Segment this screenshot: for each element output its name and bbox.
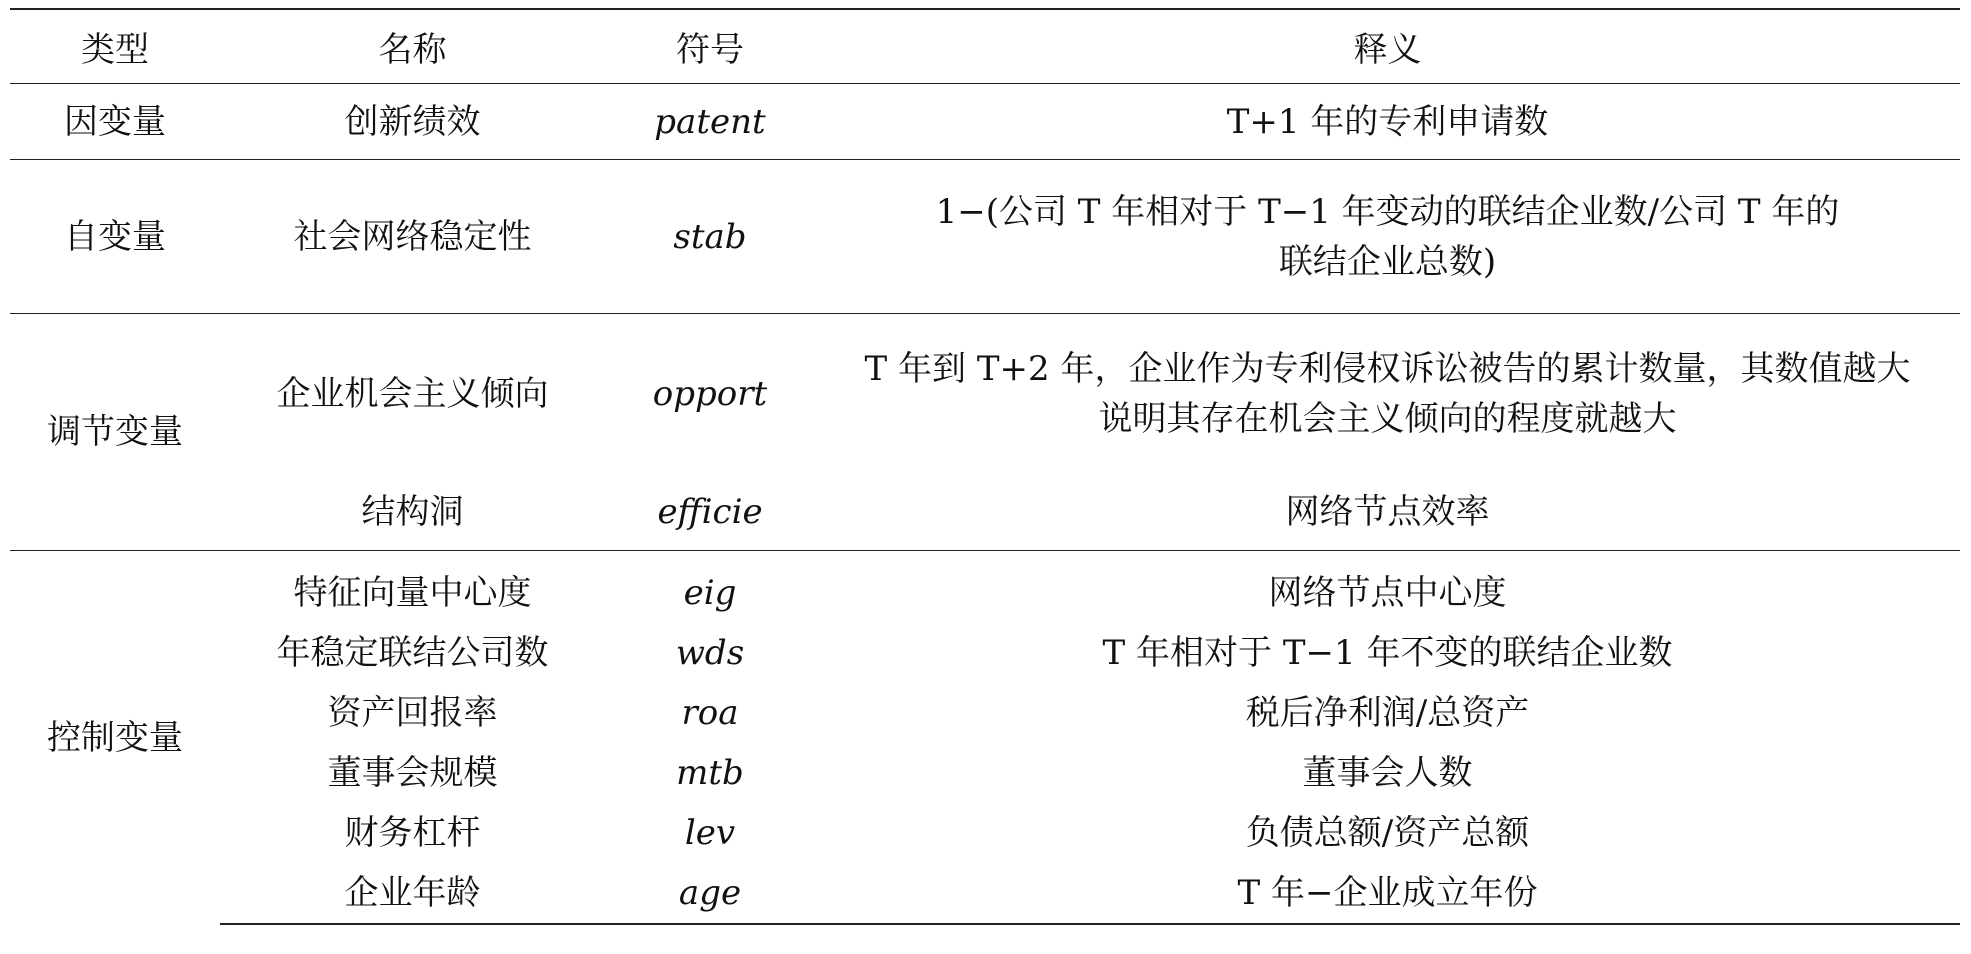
table-row [10, 803, 1960, 863]
group-moderator: 调节变量 [10, 314, 220, 551]
variable-definition-table [10, 8, 1960, 925]
variable-definition: 负债总额/资产总额 [1245, 813, 1530, 853]
table-row [10, 160, 1960, 314]
definition-line: T 年到 T+2 年，企业作为专利侵权诉讼被告的累计数量，其数值越大 [864, 348, 1911, 389]
header-name: 名称 [220, 9, 605, 84]
definition-line: 1−(公司 T 年相对于 T−1 年变动的联结企业数/公司 T 年的 [935, 191, 1840, 232]
table-row [10, 314, 1960, 474]
variable-definition: T+1 年的专利申请数 [1226, 101, 1549, 142]
variable-symbol: mtb [676, 753, 744, 793]
variable-symbol: lev [684, 813, 736, 853]
variable-name: 社会网络稳定性 [220, 160, 605, 314]
variable-name: 资产回报率 [327, 693, 498, 733]
table-row [10, 683, 1960, 743]
table-header-row [10, 9, 1960, 84]
variable-name: 企业机会主义倾向 [220, 314, 605, 474]
variable-definition: 税后净利润/总资产 [1245, 693, 1530, 733]
variable-definition: T 年相对于 T−1 年不变的联结企业数 [1102, 633, 1673, 673]
table-row [10, 743, 1960, 803]
variable-symbol: age [605, 863, 815, 924]
variable-symbol: stab [605, 160, 815, 314]
variable-symbol: efficie [657, 491, 763, 532]
variable-name: 年稳定联结公司数 [276, 633, 549, 673]
variable-definition [815, 314, 1960, 474]
header-definition: 释义 [815, 9, 1960, 84]
variable-name: 创新绩效 [344, 101, 481, 142]
variable-name: 结构洞 [361, 491, 464, 532]
variable-symbol: wds [675, 633, 745, 673]
variable-definition: 董事会人数 [1302, 753, 1473, 793]
table-row [10, 84, 1960, 160]
variable-symbol: opport [605, 314, 815, 474]
variable-name: 特征向量中心度 [220, 551, 605, 624]
variable-symbol: roa [681, 693, 739, 733]
table-row [10, 623, 1960, 683]
group-dependent: 因变量 [64, 101, 166, 142]
variable-name: 财务杠杆 [344, 813, 481, 853]
table-row [10, 551, 1960, 624]
group-independent: 自变量 [10, 160, 220, 314]
definition-line: 说明其存在机会主义倾向的程度就越大 [1098, 398, 1677, 439]
table-row [10, 473, 1960, 551]
variable-definition-table-wrapper [10, 8, 1960, 925]
group-control: 控制变量 [10, 551, 220, 925]
variable-definition: 网络节点效率 [1285, 491, 1490, 532]
variable-definition [815, 160, 1960, 314]
variable-definition: T 年−企业成立年份 [815, 863, 1960, 924]
header-type: 类型 [10, 9, 220, 84]
variable-definition: 网络节点中心度 [815, 551, 1960, 624]
definition-line: 联结企业总数) [1278, 241, 1497, 282]
variable-symbol: patent [654, 101, 766, 142]
table-row [10, 863, 1960, 924]
variable-name: 企业年龄 [220, 863, 605, 924]
variable-name: 董事会规模 [327, 753, 498, 793]
header-symbol: 符号 [605, 9, 815, 84]
variable-symbol: eig [605, 551, 815, 624]
